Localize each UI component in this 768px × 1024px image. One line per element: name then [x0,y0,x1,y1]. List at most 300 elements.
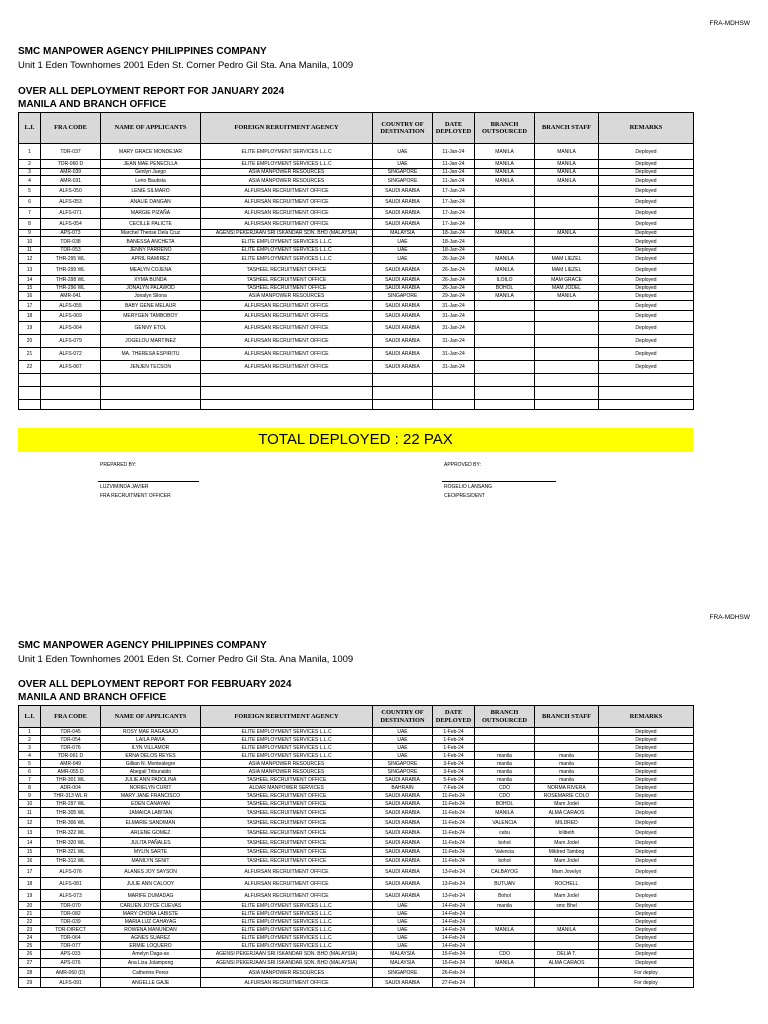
fra-code-cell: TDR-070 [41,902,101,910]
country-cell: UAE [373,728,433,736]
empty-table-row [19,374,694,387]
agency-cell: ELITE EMPLOYMENT SERVICES L.L.C [201,918,373,926]
applicant-name-cell: NORIELYN CURIT [101,784,201,792]
remarks-cell: Deployed [599,230,694,237]
fra-code-cell: THR-298 WL [41,276,101,285]
branch-outsourced-cell [475,968,535,978]
fra-code-cell: ALFS-064 [41,322,101,335]
header-agency: FOREIGN RERUITMENT AGENCY [201,706,373,728]
header-date-deployed: DATE DEPLOYED [433,706,475,728]
table-row [19,768,694,776]
index-cell: 9 [19,230,41,237]
applicant-name-cell: Gillian N. Montealegre [101,760,201,768]
index-cell: 5 [19,186,41,197]
index-cell: 24 [19,934,41,942]
agency-cell: TASHEEL RECRUITMENT OFFICE [201,800,373,808]
index-cell: 4 [19,176,41,186]
country-cell: UAE [373,247,433,254]
fra-code-cell: TDR-060 D [41,160,101,169]
date-deployed-cell: 11-Jan-24 [433,144,475,160]
country-cell: SAUDI ARABIA [373,848,433,857]
branch-outsourced-cell: MANILA [475,926,535,934]
agency-cell [201,400,373,410]
date-deployed-cell: 31-Jan-24 [433,311,475,322]
date-deployed-cell: 26-Jan-24 [433,264,475,276]
table-row [19,292,694,301]
remarks-cell [599,387,694,400]
agency-cell: ALFURSAN RECRUITMENT OFFICE [201,878,373,890]
table-row [19,254,694,264]
applicant-name-cell: JULITA PAÑALES [101,838,201,848]
branch-staff-cell [535,978,599,988]
country-cell: UAE [373,744,433,752]
header-index: L.I. [19,113,41,144]
country-cell: SINGAPORE [373,169,433,176]
remarks-cell: Deployed [599,169,694,176]
fra-code-cell: ALFS-069 [41,311,101,322]
index-cell: 14 [19,838,41,848]
prepared-by-label: PREPARED BY: [100,462,137,468]
applicant-name-cell: MYLIN SARTE [101,848,201,857]
remarks-cell: For deploy [599,978,694,988]
date-deployed-cell: 1-Feb-24 [433,744,475,752]
remarks-cell: Deployed [599,237,694,247]
agency-cell: ALFURSAN RECRUITMENT OFFICE [201,335,373,348]
index-cell [19,387,41,400]
branch-outsourced-cell [475,978,535,988]
branch-staff-cell [535,186,599,197]
index-cell: 16 [19,292,41,301]
branch-outsourced-cell [475,335,535,348]
country-cell: SAUDI ARABIA [373,776,433,784]
agency-cell: TASHEEL RECRUITMENT OFFICE [201,792,373,800]
header-branch-staff: BRANCH STAFF [535,113,599,144]
branch-outsourced-cell: manila [475,752,535,760]
fra-code-cell: THR-296 WL [41,285,101,292]
table-row [19,968,694,978]
agency-cell: ELITE EMPLOYMENT SERVICES L.L.C [201,752,373,760]
applicant-name-cell: JEAN MAE PENECILLA [101,160,201,169]
table-row [19,800,694,808]
agency-cell: ELITE EMPLOYMENT SERVICES L.L.C [201,902,373,910]
country-cell: SAUDI ARABIA [373,818,433,828]
table-row [19,361,694,374]
country-cell: SAUDI ARABIA [373,219,433,230]
applicant-name-cell: LENIE SILMARO [101,186,201,197]
table-row [19,784,694,792]
agency-cell: ELITE EMPLOYMENT SERVICES L.L.C [201,926,373,934]
remarks-cell: Deployed [599,292,694,301]
prepared-by-name: LUZVIMINDA JAVIER [100,484,149,490]
remarks-cell: Deployed [599,254,694,264]
applicant-name-cell: MARY CHONA LABISTE [101,910,201,918]
branch-staff-cell: Mam Jovelyn [535,866,599,878]
remarks-cell: Deployed [599,760,694,768]
branch-staff-cell: Mam Jodel [535,800,599,808]
fra-code-cell: THR-297 WL [41,800,101,808]
report-subtitle: MANILA AND BRANCH OFFICE [18,99,167,110]
date-deployed-cell: 27-Feb-24 [433,978,475,988]
date-deployed-cell: 17-Jan-24 [433,208,475,219]
branch-outsourced-cell [475,219,535,230]
branch-staff-cell [535,219,599,230]
country-cell: UAE [373,902,433,910]
agency-cell: ELITE EMPLOYMENT SERVICES L.L.C [201,934,373,942]
applicant-name-cell: Marchel Therise Dela Cruz [101,230,201,237]
country-cell: MALAYSIA [373,959,433,968]
branch-staff-cell: ROSEMARIE COLO [535,792,599,800]
branch-staff-cell [535,301,599,311]
applicant-name-cell [101,387,201,400]
header-branch-outsourced: BRANCH OUTSOURCED [475,706,535,728]
remarks-cell: Deployed [599,208,694,219]
header-remarks: REMARKS [599,113,694,144]
branch-outsourced-cell: MANILA [475,254,535,264]
date-deployed-cell: 17-Jan-24 [433,219,475,230]
fra-code-cell: ALFS-072 [41,348,101,361]
country-cell: SINGAPORE [373,292,433,301]
agency-cell: ALFURSAN RECRUITMENT OFFICE [201,197,373,208]
fra-code-cell: TDR-DIRECT [41,926,101,934]
remarks-cell: Deployed [599,728,694,736]
fra-code-cell: THR-320 WL [41,838,101,848]
fra-code-cell [41,400,101,410]
country-cell: UAE [373,736,433,744]
index-cell: 7 [19,208,41,219]
index-cell: 18 [19,311,41,322]
remarks-cell: Deployed [599,219,694,230]
branch-outsourced-cell: MANILA [475,292,535,301]
index-cell: 13 [19,828,41,838]
branch-outsourced-cell [475,934,535,942]
agency-cell: ELITE EMPLOYMENT SERVICES L.L.C [201,736,373,744]
remarks-cell: Deployed [599,918,694,926]
branch-staff-cell [535,968,599,978]
agency-cell: ALFURSAN RECRUITMENT OFFICE [201,186,373,197]
country-cell: SAUDI ARABIA [373,792,433,800]
table-row [19,776,694,784]
index-cell: 19 [19,322,41,335]
fra-code-cell: TDR-054 [41,736,101,744]
applicant-name-cell: Jonalyn Silona [101,292,201,301]
table-row [19,728,694,736]
report-subtitle: MANILA AND BRANCH OFFICE [18,692,167,703]
date-deployed-cell: 14-Feb-24 [433,934,475,942]
fra-code-cell: TDR-053 [41,247,101,254]
table-row [19,926,694,934]
agency-cell: ALFURSAN RECRUITMENT OFFICE [201,208,373,219]
index-cell: 2 [19,160,41,169]
date-deployed-cell: 11-Jan-24 [433,169,475,176]
country-cell: SAUDI ARABIA [373,264,433,276]
date-deployed-cell: 1-Feb-24 [433,728,475,736]
branch-outsourced-cell: BOHOL [475,800,535,808]
index-cell: 19 [19,890,41,902]
applicant-name-cell: JENNY PARREÑO [101,247,201,254]
empty-table-row [19,400,694,410]
agency-cell: AGENSI PEKERJAAN SRI ISKANDAR SDN. BHD (MALAYSIA) [201,230,373,237]
remarks-cell: Deployed [599,176,694,186]
country-cell: UAE [373,926,433,934]
fra-code-cell: THR-322 WL [41,828,101,838]
header-applicant-name: NAME OF APPLICANTS [101,706,201,728]
date-deployed-cell: 11-Jan-24 [433,160,475,169]
table-row [19,959,694,968]
index-cell: 21 [19,348,41,361]
branch-staff-cell [535,208,599,219]
agency-cell: ELITE EMPLOYMENT SERVICES L.L.C [201,728,373,736]
fra-code-cell: ALFS-076 [41,866,101,878]
applicant-name-cell: EDEN CANAYAN [101,800,201,808]
country-cell: MALAYSIA [373,230,433,237]
date-deployed-cell: 11-Feb-24 [433,800,475,808]
branch-outsourced-cell: Valencia [475,848,535,857]
date-deployed-cell: 13-Feb-24 [433,890,475,902]
branch-outsourced-cell: MANILA [475,169,535,176]
fra-code-cell: ALFS-055 [41,301,101,311]
branch-staff-cell: ALMA CARAOS [535,808,599,818]
index-cell: 28 [19,968,41,978]
applicant-name-cell: APRIL RAMIREZ [101,254,201,264]
remarks-cell: Deployed [599,768,694,776]
branch-staff-cell: Mam Jodel [535,838,599,848]
table-row [19,264,694,276]
country-cell: UAE [373,144,433,160]
fra-code-cell: APS-073 [41,230,101,237]
applicant-name-cell: JOGELOU MARTINEZ [101,335,201,348]
fra-code-cell: TDR-077 [41,942,101,950]
country-cell: SAUDI ARABIA [373,838,433,848]
fra-code-cell: ALFS-071 [41,208,101,219]
branch-outsourced-cell: BOHOL [475,285,535,292]
applicant-name-cell: BANESSA ANCHETA [101,237,201,247]
remarks-cell: Deployed [599,926,694,934]
table-row [19,348,694,361]
table-row [19,744,694,752]
date-deployed-cell [433,387,475,400]
fra-code-cell: THR-306 WL [41,818,101,828]
branch-staff-cell: lolibeth [535,828,599,838]
agency-cell: TASHEEL RECRUITMENT OFFICE [201,264,373,276]
branch-outsourced-cell: MANILA [475,264,535,276]
country-cell: SAUDI ARABIA [373,285,433,292]
country-cell: SINGAPORE [373,768,433,776]
table-row [19,160,694,169]
date-deployed-cell: 14-Feb-24 [433,918,475,926]
index-cell: 22 [19,918,41,926]
branch-staff-cell: NORMA RIVERA [535,784,599,792]
fra-code-cell [41,374,101,387]
branch-staff-cell: manila [535,760,599,768]
branch-staff-cell [535,322,599,335]
agency-cell: ALDAR MANPOWER SERVICES [201,784,373,792]
index-cell: 11 [19,808,41,818]
branch-staff-cell [535,374,599,387]
date-deployed-cell: 31-Jan-24 [433,361,475,374]
agency-cell: ASIA MANPOWER RESOURCES [201,169,373,176]
header-index: L.I. [19,706,41,728]
fra-code-cell: TDR-061 D [41,752,101,760]
fra-code-cell [41,387,101,400]
applicant-name-cell: AGNES SUAREZ [101,934,201,942]
index-cell: 6 [19,197,41,208]
table-row [19,736,694,744]
country-cell: SINGAPORE [373,968,433,978]
date-deployed-cell: 14-Feb-24 [433,902,475,910]
branch-staff-cell: manila [535,768,599,776]
index-cell: 17 [19,301,41,311]
country-cell [373,374,433,387]
table-row [19,219,694,230]
branch-outsourced-cell [475,322,535,335]
agency-cell: ELITE EMPLOYMENT SERVICES L.L.C [201,144,373,160]
index-cell: 23 [19,926,41,934]
remarks-cell [599,374,694,387]
branch-staff-cell: Mam Jodel [535,857,599,866]
index-cell: 12 [19,254,41,264]
branch-outsourced-cell: bohol [475,857,535,866]
index-cell: 8 [19,784,41,792]
branch-staff-cell: MAM LIEZEL [535,264,599,276]
applicant-name-cell: ROWENA MANUNDAN [101,926,201,934]
remarks-cell: Deployed [599,335,694,348]
applicant-name-cell: ANGELLE GAJE [101,978,201,988]
table-row [19,942,694,950]
branch-outsourced-cell: Bohol [475,890,535,902]
fra-code-cell: ALFS-067 [41,361,101,374]
remarks-cell: Deployed [599,361,694,374]
applicant-name-cell [101,374,201,387]
applicant-name-cell: MARGIE PIZAÑA [101,208,201,219]
applicant-name-cell: LAILA PAVIA [101,736,201,744]
branch-staff-cell: DELIA T. [535,950,599,959]
country-cell: SAUDI ARABIA [373,276,433,285]
table-row [19,838,694,848]
fra-code-cell: TDR-064 [41,934,101,942]
applicant-name-cell: MERYGEN TAMBOBOY [101,311,201,322]
branch-staff-cell: manila [535,776,599,784]
branch-staff-cell [535,942,599,950]
applicant-name-cell: JULIE ANN PADOLINA [101,776,201,784]
fra-code-cell: ALFS-050 [41,186,101,197]
table-row [19,890,694,902]
branch-outsourced-cell: MANILA [475,959,535,968]
applicant-name-cell: JULIE ANN CALOOY [101,878,201,890]
empty-table-row [19,387,694,400]
applicant-name-cell: Catherine Perez [101,968,201,978]
branch-staff-cell: MANILA [535,292,599,301]
branch-outsourced-cell: cebu [475,828,535,838]
branch-outsourced-cell: MANILA [475,808,535,818]
index-cell: 21 [19,910,41,918]
agency-cell: ALFURSAN RECRUITMENT OFFICE [201,348,373,361]
branch-outsourced-cell [475,374,535,387]
country-cell: SAUDI ARABIA [373,322,433,335]
date-deployed-cell: 15-Feb-24 [433,950,475,959]
branch-outsourced-cell: manila [475,768,535,776]
country-cell: SINGAPORE [373,176,433,186]
branch-staff-cell: Mildred Tambog [535,848,599,857]
fra-code-cell: ALFS-079 [41,335,101,348]
date-deployed-cell: 14-Feb-24 [433,942,475,950]
index-cell: 25 [19,942,41,950]
prepared-by-title: FRA RECRUITMENT OFFICER [100,493,171,499]
approved-by-label: APPROVED BY: [444,462,481,468]
index-cell: 1 [19,728,41,736]
country-cell: UAE [373,910,433,918]
applicant-name-cell [101,400,201,410]
agency-cell: TASHEEL RECRUITMENT OFFICE [201,828,373,838]
table-header-row [19,113,694,144]
date-deployed-cell: 17-Jan-24 [433,197,475,208]
agency-cell: ASIA MANPOWER RESOURCES [201,292,373,301]
approved-by-name: ROGELIO LANSANG [444,484,493,490]
remarks-cell: Deployed [599,950,694,959]
branch-outsourced-cell [475,361,535,374]
date-deployed-cell: 3-Feb-24 [433,768,475,776]
date-deployed-cell: 31-Jan-24 [433,301,475,311]
branch-outsourced-cell [475,736,535,744]
country-cell: BAHRAIN [373,784,433,792]
table-row [19,230,694,237]
index-cell: 15 [19,285,41,292]
applicant-name-cell: Amelyn Daga-as [101,950,201,959]
date-deployed-cell: 14-Feb-24 [433,926,475,934]
prepared-signature-line [98,481,199,482]
date-deployed-cell: 26-Jan-24 [433,254,475,264]
agency-cell: TASHEEL RECRUITMENT OFFICE [201,838,373,848]
index-cell: 4 [19,752,41,760]
remarks-cell: Deployed [599,784,694,792]
agency-cell: TASHEEL RECRUITMENT OFFICE [201,276,373,285]
date-deployed-cell: 7-Feb-24 [433,784,475,792]
agency-cell: ALFURSAN RECRUITMENT OFFICE [201,978,373,988]
date-deployed-cell: 18-Jan-24 [433,247,475,254]
date-deployed-cell: 11-Jan-24 [433,176,475,186]
branch-staff-cell: MANILA [535,926,599,934]
remarks-cell: Deployed [599,276,694,285]
branch-outsourced-cell [475,744,535,752]
branch-outsourced-cell: bohol [475,838,535,848]
agency-cell: ASIA MANPOWER RESOURCES [201,176,373,186]
branch-staff-cell: ROCHELL [535,878,599,890]
remarks-cell: Deployed [599,264,694,276]
branch-staff-cell [535,400,599,410]
country-cell: SAUDI ARABIA [373,808,433,818]
fra-code-cell: ADR-004 [41,784,101,792]
agency-cell: AGENSI PEKERJAAN SRI ISKANDAR SDN. BHD (MALAYSIA) [201,950,373,959]
table-row [19,247,694,254]
applicant-name-cell: ARLENE GOMEZ [101,828,201,838]
index-cell: 14 [19,276,41,285]
table-row [19,878,694,890]
fra-code-cell: APS-076 [41,959,101,968]
header-branch-staff: BRANCH STAFF [535,706,599,728]
remarks-cell [599,400,694,410]
branch-staff-cell [535,736,599,744]
branch-staff-cell: MANILA [535,169,599,176]
remarks-cell: Deployed [599,247,694,254]
header-fra-code: FRA CODE [41,706,101,728]
applicant-name-cell: JAMAICA LABITAN [101,808,201,818]
table-row [19,237,694,247]
branch-outsourced-cell [475,918,535,926]
country-cell [373,387,433,400]
branch-staff-cell: smc Bhel [535,902,599,910]
branch-outsourced-cell: BUTUAN [475,878,535,890]
table-row [19,186,694,197]
agency-cell [201,387,373,400]
